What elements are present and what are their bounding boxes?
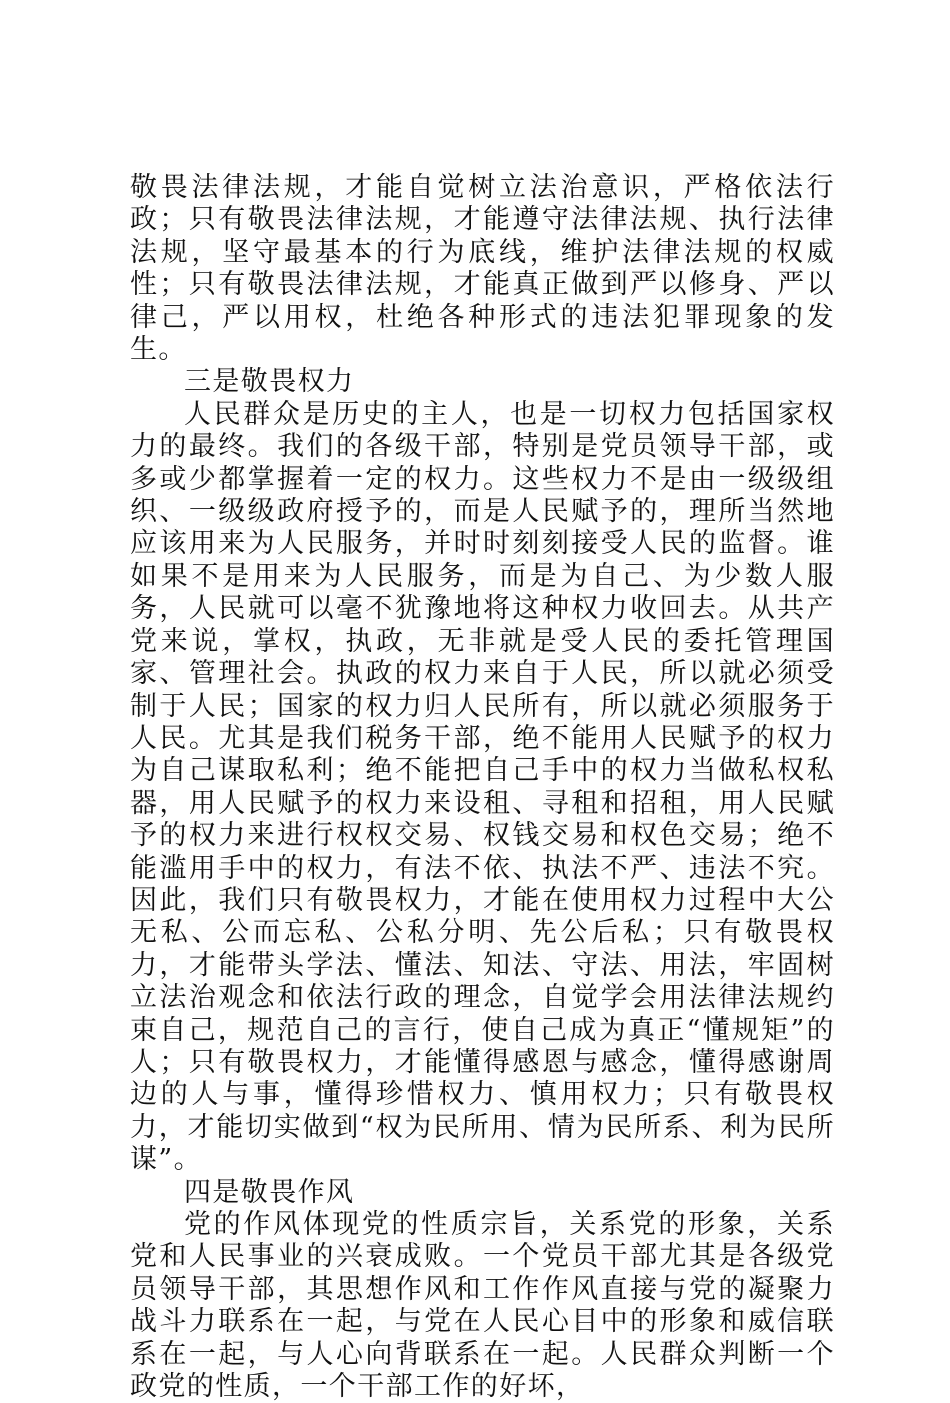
section-heading-respect-power: 三是敬畏权力 [184,366,355,398]
section-heading-respect-style: 四是敬畏作风 [184,1176,355,1208]
paragraph-continuation: 敬畏法律法规，才能自觉树立法治意识，严格依法行政；只有敬畏法律法规，才能遵守法律法规、执行法律法规，坚守最基本的行为底线，维护法律法规的权威性；只有敬畏法律法规，才能真正做到严以修身、严以律己，严以用权，杜绝各种形式的违法犯罪现象的发生。 [130,172,835,366]
document-page [130,172,835,1403]
paragraph-respect-style: 党的作风体现党的性质宗旨，关系党的形象，关系党和人民事业的兴衰成败。一个党员干部尤其是各级党员领导干部，其思想作风和工作作风直接与党的凝聚力战斗力联系在一起，与党在人民心目中的形象和威信联系在一起，与人心向背联系在一起。人民群众判断一个政党的性质，一个干部工作的好坏， [130,1209,835,1403]
paragraph-respect-power: 人民群众是历史的主人，也是一切权力包括国家权力的最终。我们的各级干部，特别是党员领导干部，或多或少都掌握着一定的权力。这些权力不是由一级级组织、一级级政府授予的，而是人民赋予的，理所当然地应该用来为人民服务，并时时刻刻接受人民的监督。谁如果不是用来为人民服务，而是为自己、为少数人服务，人民就可以毫不犹豫地将这种权力收回去。从共产党来说，掌权，执政，无非就是受人民的委托管理国家、管理社会。执政的权力来自于人民，所以就必须受制于人民；国家的权力归人民所有，所以就必须服务于人民。尤其是我们税务干部，绝不能用人民赋予的权力为自己谋取私利；绝不能把自己手中的权力当做私权私器，用人民赋予的权力来设租、寻租和招租，用人民赋予的权力来进行权权交易、权钱交易和权色交易；绝不能滥用手中的权力，有法不依、执法不严、违法不究。因此，我们只有敬畏权力，才能在使用权力过程中大公无私、公而忘私、公私分明、先公后私；只有敬畏权力，才能带头学法、懂法、知法、守法、用法，牢固树立法治观念和依法行政的理念，自觉学会用法律法规约束自己，规范自己的言行，使自己成为真正“懂规矩”的人；只有敬畏权力，才能懂得感恩与感念，懂得感谢周边的人与事，懂得珍惜权力、慎用权力；只有敬畏权力，才能切实做到“权为民所用、情为民所系、利为民所谋”。 [130,398,835,1176]
